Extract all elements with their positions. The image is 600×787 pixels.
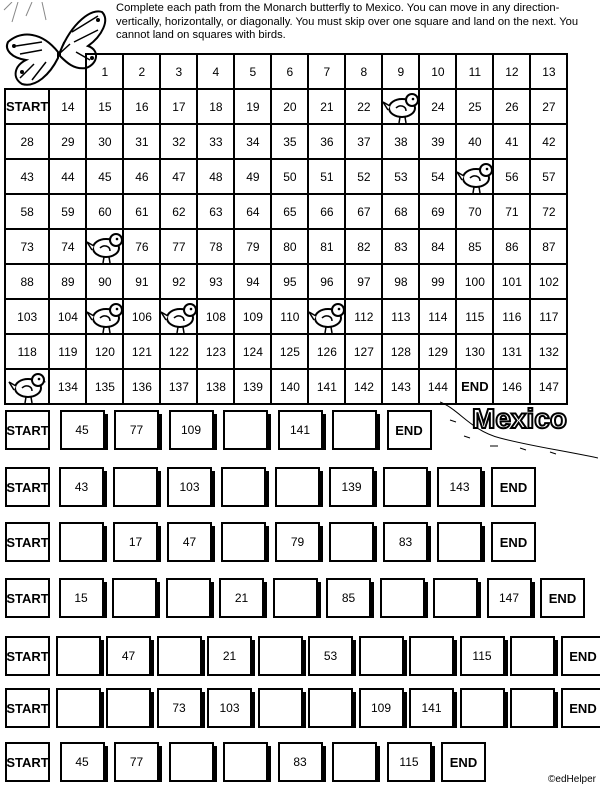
grid-cell: 6 <box>271 54 308 89</box>
grid-cell: 73 <box>5 229 49 264</box>
grid-cell: 30 <box>86 124 123 159</box>
number-grid <box>4 53 568 405</box>
grid-cell: 22 <box>345 89 382 124</box>
grid-cell: 118 <box>5 334 49 369</box>
grid-cell: 92 <box>160 264 197 299</box>
grid-cell: 47 <box>160 159 197 194</box>
grid-cell: 102 <box>530 264 567 299</box>
path-answer-box[interactable] <box>433 578 478 618</box>
grid-cell: 135 <box>86 369 123 404</box>
grid-cell: 93 <box>197 264 234 299</box>
grid-cell: 109 <box>234 299 271 334</box>
grid-cell: 127 <box>345 334 382 369</box>
grid-cell: 33 <box>197 124 234 159</box>
path-end-box: END <box>540 578 585 618</box>
grid-cell: 128 <box>382 334 419 369</box>
grid-cell: 137 <box>160 369 197 404</box>
path-answer-box[interactable] <box>332 742 377 782</box>
grid-cell: 59 <box>49 194 86 229</box>
path-answer-box: 147 <box>487 578 532 618</box>
grid-cell: 91 <box>123 264 160 299</box>
grid-end-cell: END <box>456 369 493 404</box>
grid-cell: 14 <box>49 89 86 124</box>
grid-cell: 120 <box>86 334 123 369</box>
path-answer-box[interactable] <box>223 742 268 782</box>
grid-cell: 8 <box>345 54 382 89</box>
path-answer-box[interactable] <box>157 636 202 676</box>
grid-cell: 110 <box>271 299 308 334</box>
grid-cell: 10 <box>419 54 456 89</box>
grid-cell: 24 <box>419 89 456 124</box>
path-start-box: START <box>5 578 50 618</box>
grid-cell: 113 <box>382 299 419 334</box>
path-answer-box[interactable] <box>437 522 482 562</box>
path-answer-box: 141 <box>278 410 323 450</box>
grid-cell: 67 <box>345 194 382 229</box>
path-answer-box: 45 <box>60 742 105 782</box>
grid-cell: 39 <box>419 124 456 159</box>
grid-row <box>5 229 567 264</box>
grid-cell: 78 <box>197 229 234 264</box>
grid-cell: 7 <box>308 54 345 89</box>
grid-cell: 69 <box>419 194 456 229</box>
grid-cell: 27 <box>530 89 567 124</box>
path-answer-box[interactable] <box>221 467 266 507</box>
grid-cell: 35 <box>271 124 308 159</box>
path-answer-box[interactable] <box>221 522 266 562</box>
grid-cell: 84 <box>419 229 456 264</box>
grid-cell: 72 <box>530 194 567 229</box>
path-answer-box: 21 <box>219 578 264 618</box>
path-answer-box: 43 <box>59 467 104 507</box>
mexico-landmark <box>440 400 598 460</box>
grid-cell: 134 <box>49 369 86 404</box>
grid-cell: 5 <box>234 54 271 89</box>
path-answer-box[interactable] <box>169 742 214 782</box>
grid-cell: 122 <box>160 334 197 369</box>
path-answer-box: 141 <box>409 688 454 728</box>
path-answer-box[interactable] <box>56 636 101 676</box>
grid-cell: 119 <box>49 334 86 369</box>
path-answer-box: 79 <box>275 522 320 562</box>
path-answer-box: 115 <box>460 636 505 676</box>
grid-cell: 29 <box>49 124 86 159</box>
path-start-box: START <box>5 636 50 676</box>
grid-cell: 103 <box>5 299 49 334</box>
path-answer-box: 143 <box>437 467 482 507</box>
grid-cell: 21 <box>308 89 345 124</box>
grid-cell: 80 <box>271 229 308 264</box>
grid-cell: 115 <box>456 299 493 334</box>
path-end-box: END <box>491 522 536 562</box>
grid-cell: 71 <box>493 194 530 229</box>
path-answer-box[interactable] <box>510 636 555 676</box>
grid-cell: 25 <box>456 89 493 124</box>
grid-cell: 140 <box>271 369 308 404</box>
grid-cell: 124 <box>234 334 271 369</box>
grid-row <box>5 299 567 334</box>
grid-cell: 121 <box>123 334 160 369</box>
grid-cell: 28 <box>5 124 49 159</box>
grid-cell: 43 <box>5 159 49 194</box>
grid-cell: 45 <box>86 159 123 194</box>
grid-cell: 64 <box>234 194 271 229</box>
grid-cell: 144 <box>419 369 456 404</box>
grid-cell: 9 <box>382 54 419 89</box>
bird-icon <box>160 299 197 334</box>
path-answer-box: 53 <box>308 636 353 676</box>
grid-cell: 63 <box>197 194 234 229</box>
path-end-box: END <box>561 688 600 728</box>
path-answer-box: 15 <box>59 578 104 618</box>
path-answer-box[interactable] <box>166 578 211 618</box>
grid-cell: 116 <box>493 299 530 334</box>
grid-cell: 96 <box>308 264 345 299</box>
path-answer-box[interactable] <box>308 688 353 728</box>
grid-row <box>5 89 567 124</box>
grid-cell: 139 <box>234 369 271 404</box>
path-answer-box[interactable] <box>258 636 303 676</box>
grid-cell: 15 <box>86 89 123 124</box>
grid-cell: 123 <box>197 334 234 369</box>
grid-cell: 20 <box>271 89 308 124</box>
grid-cell: 87 <box>530 229 567 264</box>
grid-cell: 2 <box>123 54 160 89</box>
path-answer-box[interactable] <box>383 467 428 507</box>
grid-cell: 34 <box>234 124 271 159</box>
grid-cell: 101 <box>493 264 530 299</box>
path-end-box: END <box>387 410 432 450</box>
path-answer-box[interactable] <box>59 522 104 562</box>
grid-cell: 26 <box>493 89 530 124</box>
path-answer-box[interactable] <box>329 522 374 562</box>
grid-row <box>5 369 567 404</box>
path-answer-box: 103 <box>167 467 212 507</box>
path-answer-box[interactable] <box>332 410 377 450</box>
grid-cell: 36 <box>308 124 345 159</box>
path-answer-box: 109 <box>359 688 404 728</box>
grid-cell: 16 <box>123 89 160 124</box>
grid-cell: 65 <box>271 194 308 229</box>
grid-cell: 76 <box>123 229 160 264</box>
grid-cell: 106 <box>123 299 160 334</box>
grid-row <box>5 194 567 229</box>
path-answer-box: 83 <box>383 522 428 562</box>
path-answer-box[interactable] <box>359 636 404 676</box>
path-answer-box[interactable] <box>258 688 303 728</box>
path-answer-box: 17 <box>113 522 158 562</box>
path-answer-box[interactable] <box>56 688 101 728</box>
grid-cell: 136 <box>123 369 160 404</box>
path-answer-box[interactable] <box>113 467 158 507</box>
credit-text: ©edHelper <box>548 774 596 785</box>
grid-cell: 99 <box>419 264 456 299</box>
mexico-label: Mexico <box>472 403 567 434</box>
grid-cell: 131 <box>493 334 530 369</box>
grid-cell: 44 <box>49 159 86 194</box>
grid-row <box>5 159 567 194</box>
grid-cell: 95 <box>271 264 308 299</box>
grid-cell: 117 <box>530 299 567 334</box>
path-answer-box: 109 <box>169 410 214 450</box>
path-answer-box[interactable] <box>273 578 318 618</box>
grid-cell: 143 <box>382 369 419 404</box>
path-end-box: END <box>491 467 536 507</box>
bird-icon <box>5 369 49 404</box>
path-answer-box: 47 <box>106 636 151 676</box>
path-answer-box: 77 <box>114 410 159 450</box>
grid-cell: 90 <box>86 264 123 299</box>
grid-cell: 4 <box>197 54 234 89</box>
grid-cell: 85 <box>456 229 493 264</box>
grid-cell: 68 <box>382 194 419 229</box>
path-answer-box: 47 <box>167 522 212 562</box>
grid-cell: 108 <box>197 299 234 334</box>
grid-cell: 89 <box>49 264 86 299</box>
grid-cell: 61 <box>123 194 160 229</box>
grid-cell: 126 <box>308 334 345 369</box>
grid-cell: 3 <box>160 54 197 89</box>
path-answer-box: 21 <box>207 636 252 676</box>
path-answer-box: 73 <box>157 688 202 728</box>
path-answer-box[interactable] <box>275 467 320 507</box>
grid-cell: 100 <box>456 264 493 299</box>
grid-cell: 1 <box>86 54 123 89</box>
grid-cell: 94 <box>234 264 271 299</box>
grid-cell: 129 <box>419 334 456 369</box>
grid-cell: 49 <box>234 159 271 194</box>
grid-cell: 83 <box>382 229 419 264</box>
grid-row <box>5 334 567 369</box>
grid-cell: 97 <box>345 264 382 299</box>
grid-cell: 60 <box>86 194 123 229</box>
grid-cell: 57 <box>530 159 567 194</box>
path-answer-box: 85 <box>326 578 371 618</box>
grid-cell: 58 <box>5 194 49 229</box>
grid-cell: 88 <box>5 264 49 299</box>
grid-cell: 147 <box>530 369 567 404</box>
grid-row <box>5 124 567 159</box>
grid-cell: 37 <box>345 124 382 159</box>
grid-cell: 53 <box>382 159 419 194</box>
grid-cell: 79 <box>234 229 271 264</box>
grid-cell: 19 <box>234 89 271 124</box>
grid-cell: 12 <box>493 54 530 89</box>
bird-icon <box>456 159 493 194</box>
grid-cell: 146 <box>493 369 530 404</box>
grid-cell: 54 <box>419 159 456 194</box>
grid-cell: 141 <box>308 369 345 404</box>
bird-icon <box>382 89 419 124</box>
grid-cell: 98 <box>382 264 419 299</box>
grid-cell: 11 <box>456 54 493 89</box>
grid-cell: 56 <box>493 159 530 194</box>
path-start-box: START <box>5 742 50 782</box>
path-answer-box[interactable] <box>510 688 555 728</box>
instructions: Complete each path from the Monarch butterfly to Mexico. You can move in any direction- vertically, horizontally, or diagonally. You must skip over one square and land on the next. You cannot land on squares with birds. <box>116 2 579 42</box>
grid-cell: 77 <box>160 229 197 264</box>
path-answer-box[interactable] <box>112 578 157 618</box>
grid-cell: 74 <box>49 229 86 264</box>
path-answer-box[interactable] <box>380 578 425 618</box>
grid-cell: 18 <box>197 89 234 124</box>
path-start-box: START <box>5 688 50 728</box>
path-answer-box: 115 <box>387 742 432 782</box>
path-answer-box[interactable] <box>106 688 151 728</box>
grid-cell: 38 <box>382 124 419 159</box>
grid-row <box>5 264 567 299</box>
bird-icon <box>86 229 123 264</box>
bird-icon <box>308 299 345 334</box>
bird-icon <box>86 299 123 334</box>
grid-start-cell: START <box>5 89 49 124</box>
path-end-box: END <box>441 742 486 782</box>
path-answer-box: 103 <box>207 688 252 728</box>
grid-cell: 62 <box>160 194 197 229</box>
grid-cell: 82 <box>345 229 382 264</box>
grid-cell: 13 <box>530 54 567 89</box>
grid-cell: 31 <box>123 124 160 159</box>
grid-cell: 42 <box>530 124 567 159</box>
grid-cell: 40 <box>456 124 493 159</box>
path-start-box: START <box>5 522 50 562</box>
grid-cell: 66 <box>308 194 345 229</box>
path-answer-box: 139 <box>329 467 374 507</box>
grid-cell: 41 <box>493 124 530 159</box>
path-answer-box: 77 <box>114 742 159 782</box>
grid-cell: 138 <box>197 369 234 404</box>
path-answer-box: 45 <box>60 410 105 450</box>
grid-cell: 52 <box>345 159 382 194</box>
grid-cell: 32 <box>160 124 197 159</box>
grid-cell: 132 <box>530 334 567 369</box>
grid-blank-cell <box>5 54 86 89</box>
grid-row <box>5 54 567 89</box>
grid-cell: 104 <box>49 299 86 334</box>
grid-cell: 86 <box>493 229 530 264</box>
grid-cell: 17 <box>160 89 197 124</box>
path-start-box: START <box>5 467 50 507</box>
grid-cell: 142 <box>345 369 382 404</box>
path-start-box: START <box>5 410 50 450</box>
grid-cell: 130 <box>456 334 493 369</box>
grid-cell: 51 <box>308 159 345 194</box>
grid-cell: 46 <box>123 159 160 194</box>
grid-cell: 50 <box>271 159 308 194</box>
grid-cell: 70 <box>456 194 493 229</box>
path-end-box: END <box>561 636 600 676</box>
path-answer-box[interactable] <box>409 636 454 676</box>
grid-cell: 114 <box>419 299 456 334</box>
grid-cell: 48 <box>197 159 234 194</box>
path-answer-box[interactable] <box>223 410 268 450</box>
path-answer-box[interactable] <box>460 688 505 728</box>
grid-cell: 112 <box>345 299 382 334</box>
grid-cell: 81 <box>308 229 345 264</box>
grid-cell: 125 <box>271 334 308 369</box>
path-answer-box: 83 <box>278 742 323 782</box>
